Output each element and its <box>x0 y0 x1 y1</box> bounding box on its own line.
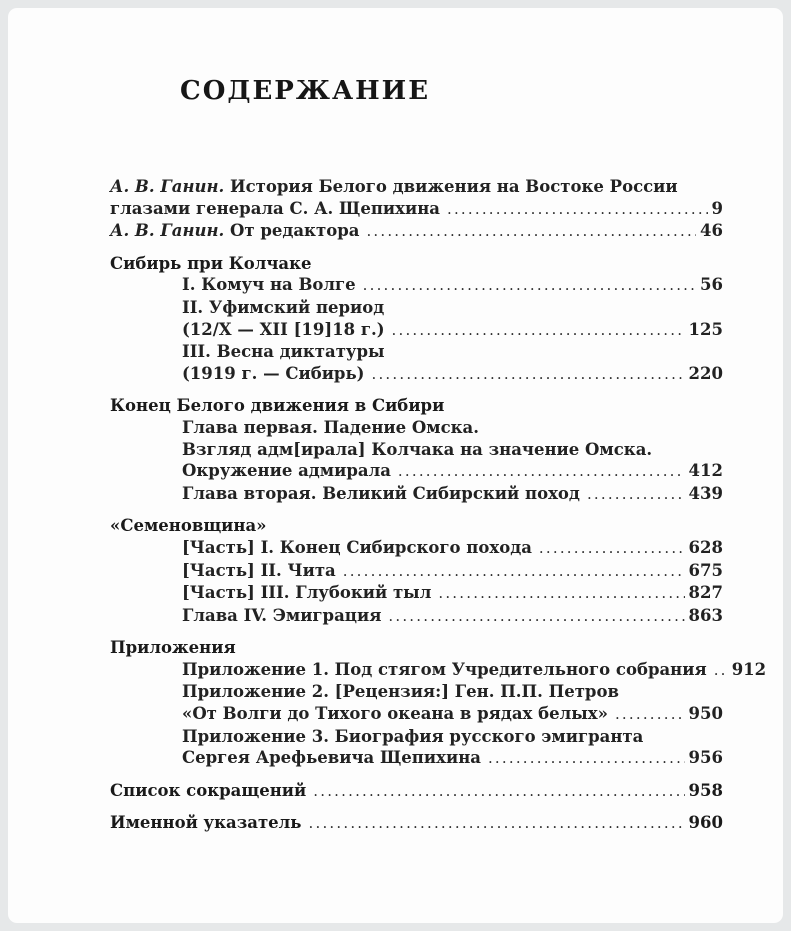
toc-line <box>110 297 723 319</box>
toc-line <box>110 659 767 682</box>
toc-section-heading <box>110 637 723 659</box>
toc-line <box>110 515 723 537</box>
toc-entry <box>110 274 723 297</box>
entry-text: «От Волги до Тихого океана в рядах белых» <box>182 704 608 724</box>
toc-line <box>110 460 723 483</box>
entry-text: Окружение адмирала <box>182 461 391 481</box>
page-number: 912 <box>731 659 767 679</box>
toc-entry <box>110 220 723 243</box>
dot-leader <box>309 812 685 835</box>
toc-line <box>110 395 723 417</box>
entry-text: [Часть] II. Чита <box>182 560 336 580</box>
dot-leader <box>371 363 684 386</box>
toc-section-heading <box>110 395 723 417</box>
toc-list <box>110 176 767 835</box>
toc-entry <box>110 726 723 770</box>
toc-line <box>110 319 723 342</box>
page-number: 46 <box>700 221 723 241</box>
toc-line <box>110 363 723 386</box>
entry-text: Приложение 2. [Рецензия:] Ген. П.П. Петров <box>182 682 619 702</box>
toc-line <box>110 812 723 835</box>
page-number: 863 <box>688 605 723 625</box>
author-name: А. В. Ганин. <box>110 177 225 196</box>
dot-leader <box>343 560 685 583</box>
entry-text: глазами генерала С. А. Щепихина <box>110 198 440 218</box>
entry-text: От редактора <box>224 221 360 241</box>
toc-line <box>110 747 723 770</box>
toc-entry <box>110 560 723 583</box>
dot-leader <box>615 703 685 726</box>
dot-leader <box>539 537 685 560</box>
toc-entry <box>110 537 723 560</box>
toc-line <box>110 726 723 748</box>
page-number: 628 <box>688 537 723 557</box>
toc-entry <box>110 417 723 483</box>
entry-text: Приложение 3. Биография русского эмигранта <box>182 726 644 746</box>
toc-line <box>110 483 723 506</box>
entry-text: «Семеновщина» <box>110 516 267 536</box>
page-number: 675 <box>688 560 723 580</box>
dot-leader <box>447 198 708 221</box>
entry-text: I. Комуч на Волге <box>182 275 356 295</box>
author-name: А. В. Ганин. <box>110 221 225 241</box>
toc-line <box>110 537 723 560</box>
entry-text: Конец Белого движения в Сибири <box>110 396 445 416</box>
entry-text: Именной указатель <box>110 813 302 833</box>
toc-line <box>110 220 723 243</box>
toc-entry <box>110 582 723 605</box>
entry-text: [Часть] III. Глубокий тыл <box>182 583 432 603</box>
dot-leader <box>488 747 685 770</box>
page-number: 956 <box>688 748 723 768</box>
dot-leader <box>438 582 684 605</box>
toc-line <box>110 417 723 439</box>
entry-text: Глава первая. Падение Омска. <box>182 417 479 437</box>
toc-line <box>110 274 723 297</box>
dot-leader <box>388 605 684 628</box>
dot-leader <box>398 460 685 483</box>
dot-leader <box>366 220 696 243</box>
entry-text: Взгляд адм[ирала] Колчака на значение Омска. <box>182 439 653 459</box>
toc-entry <box>110 297 723 341</box>
page-number: 958 <box>688 780 723 800</box>
entry-text: Приложения <box>110 638 236 658</box>
toc-line <box>110 439 723 461</box>
toc-line <box>110 780 723 803</box>
entry-text: [Часть] I. Конец Сибирского похода <box>182 537 532 557</box>
entry-text: Приложение 1. Под стягом Учредительного собрания <box>182 659 707 679</box>
toc-entry <box>110 780 723 803</box>
page-number: 412 <box>688 461 723 481</box>
toc-entry <box>110 681 723 725</box>
toc-line <box>110 198 723 221</box>
toc-line <box>110 582 723 605</box>
dot-leader <box>392 319 685 342</box>
toc-entry <box>110 176 723 220</box>
dot-leader <box>363 274 696 297</box>
entry-text: Глава вторая. Великий Сибирский поход <box>182 483 580 503</box>
entry-text: II. Уфимский период <box>182 297 385 317</box>
toc-entry <box>110 483 723 506</box>
entry-text: (12/X — XII [19]18 г.) <box>182 319 385 339</box>
page-number: 56 <box>700 275 723 295</box>
page-title: СОДЕРЖАНИЕ <box>180 76 431 106</box>
toc-line <box>110 605 723 628</box>
dot-leader <box>313 780 684 803</box>
toc-line <box>110 681 723 703</box>
dot-leader <box>714 659 728 682</box>
toc-line <box>110 176 723 198</box>
page-number: 220 <box>688 363 723 383</box>
toc-section-heading <box>110 515 723 537</box>
page-number: 960 <box>688 813 723 833</box>
entry-text: Глава IV. Эмиграция <box>182 605 382 625</box>
toc-entry <box>110 659 767 682</box>
toc-section-heading <box>110 253 723 275</box>
dot-leader <box>587 483 685 506</box>
toc-line <box>110 703 723 726</box>
toc-entry <box>110 605 723 628</box>
page-number: 439 <box>688 483 723 503</box>
entry-text: Список сокращений <box>110 780 307 800</box>
page-number: 827 <box>688 583 723 603</box>
toc-line <box>110 560 723 583</box>
toc-line <box>110 341 723 363</box>
entry-text: История Белого движения на Востоке России <box>224 177 678 196</box>
entry-text: Сибирь при Колчаке <box>110 253 312 273</box>
toc-entry <box>110 812 723 835</box>
toc-line <box>110 253 723 275</box>
page-number: 950 <box>688 704 723 724</box>
toc-entry <box>110 341 723 385</box>
page-number: 125 <box>688 319 723 339</box>
toc-line <box>110 637 723 659</box>
entry-text: (1919 г. — Сибирь) <box>182 363 365 383</box>
book-page <box>8 8 783 923</box>
page-number: 9 <box>711 198 723 218</box>
entry-text: Сергея Арефьевича Щепихина <box>182 748 481 768</box>
entry-text: III. Весна диктатуры <box>182 342 385 362</box>
